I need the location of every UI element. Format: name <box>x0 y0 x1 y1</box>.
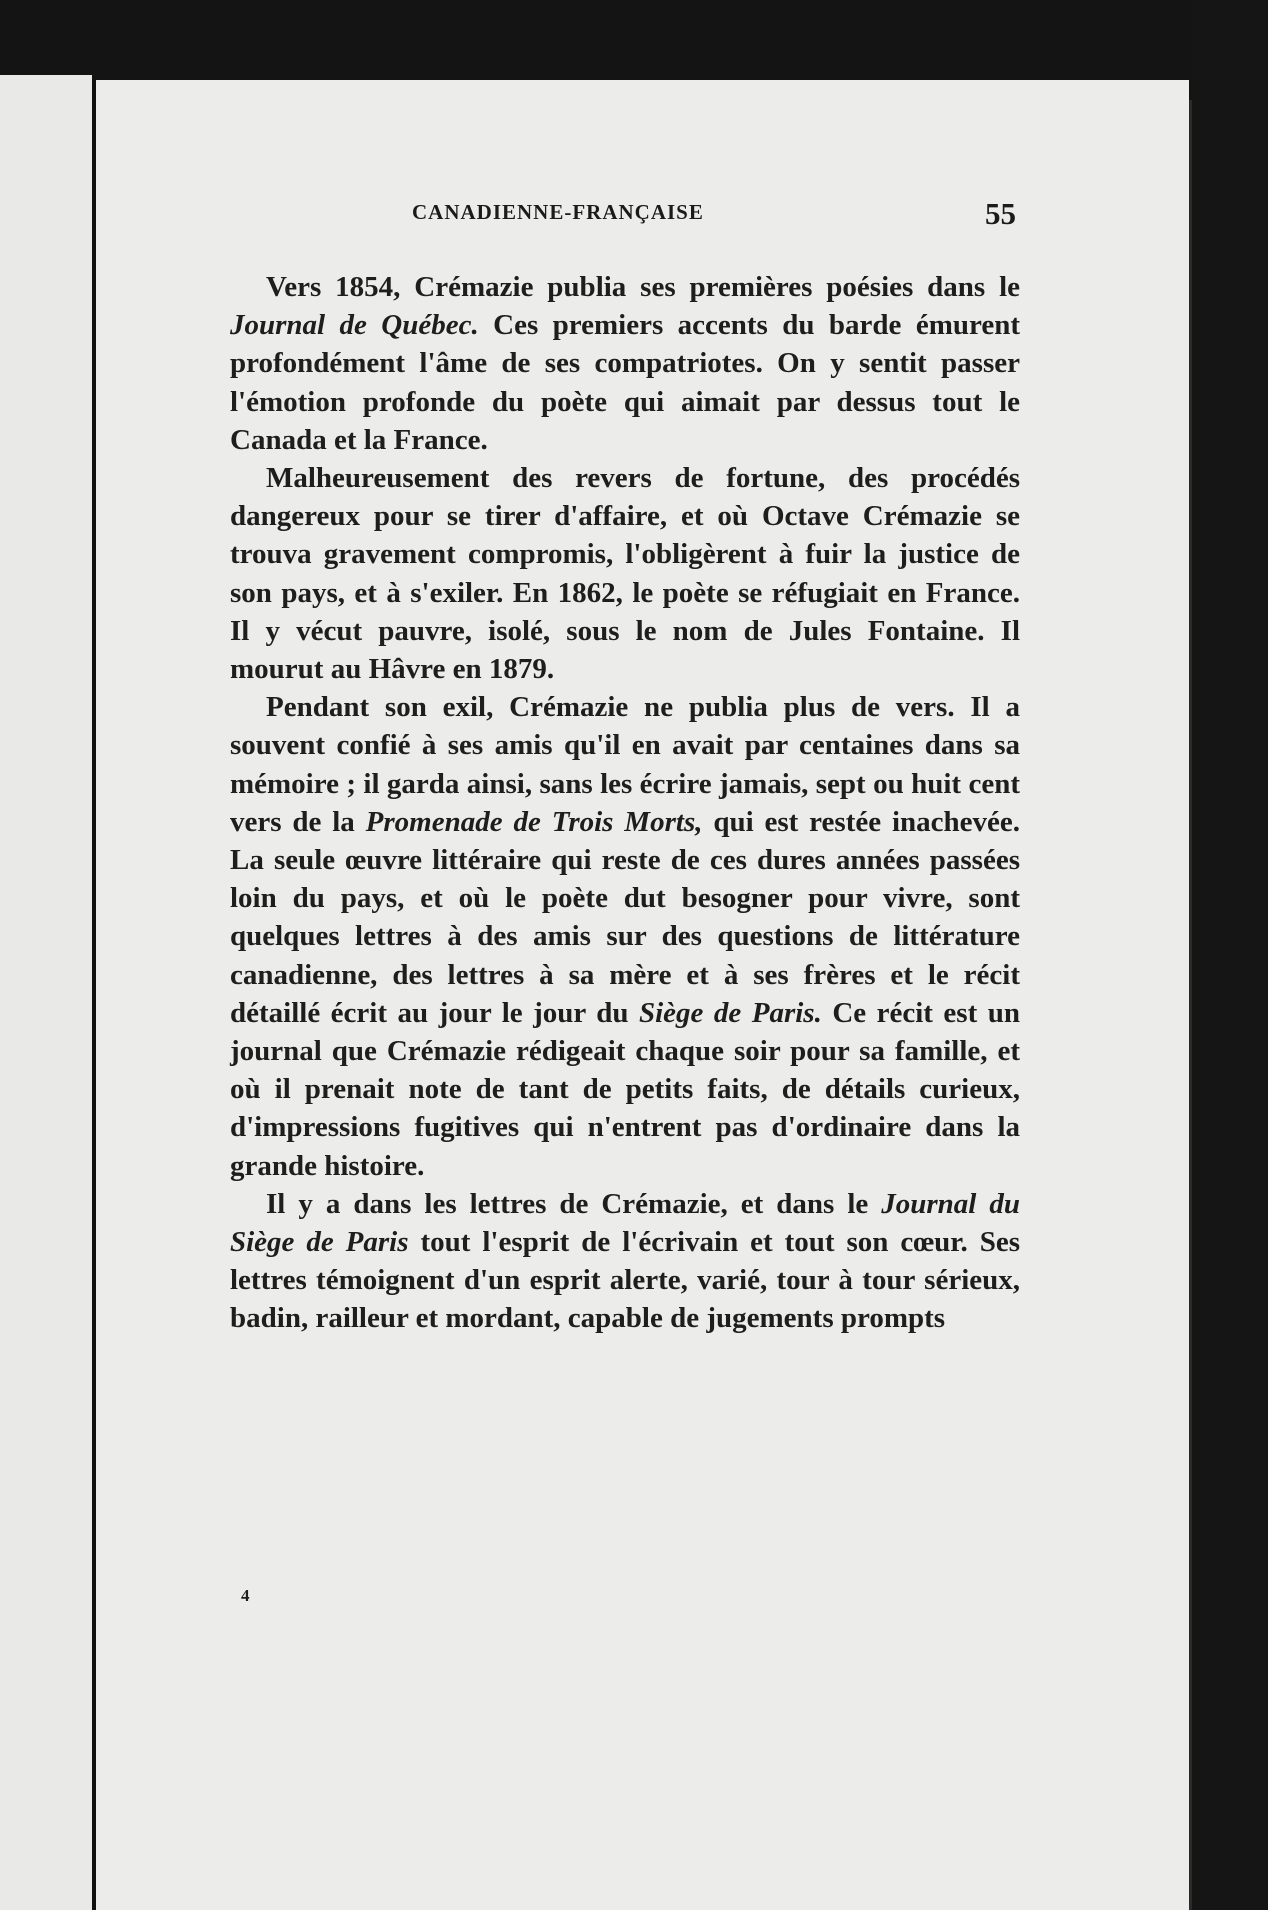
paragraph <box>230 459 1020 688</box>
text-run: qui est restée inachevée. La seule œuvre littéraire qui reste de ces dures années passées loin du pays, et où le poète dut besogner pour vivre, sont quelques lettres à des amis sur des questions de littérature canadienne, des lettres à sa mère et à ses frères et le récit détaillé écrit au jour le jour du <box>230 805 1020 1029</box>
page-number: 55 <box>985 196 1016 231</box>
italic-title: Promenade de Trois Morts, <box>365 805 703 838</box>
facing-page-edge <box>0 75 92 1910</box>
paragraph <box>230 1185 1020 1338</box>
running-head: CANADIENNE-FRANÇAISE <box>412 200 704 224</box>
italic-title: Journal du Siège de Paris <box>230 1187 1020 1259</box>
italic-title: Journal de Québec. <box>230 309 479 342</box>
italic-title: Siège de Paris. <box>638 996 822 1029</box>
text-run: Ce récit est un journal que Crémazie rédigeait chaque soir pour sa famille, et où il prenait note de tant de petits faits, de détails curieux, d'impressions fugitives qui n'entrent pas d'ordinaire dans la grande histoire. <box>230 996 1020 1182</box>
text-run: Vers 1854, Crémazie publia ses premières poésies dans le <box>266 271 1020 303</box>
text-run: tout l'esprit de l'écrivain et tout son cœur. Ses lettres témoignent d'un esprit alerte, varié, tour à tour sérieux, badin, railleur et mordant, capable de jugements prompts <box>230 1226 1020 1335</box>
scan-background-right <box>1192 0 1268 1910</box>
text-run: Malheureusement des revers de fortune, des procédés dangereux pour se tirer d'affaire, et où Octave Crémazie se trouva gravement compromis, l'obligèrent à fuir la justice de son pays, et à s'exiler. En 1862, le poète se réfugiait en France. Il y vécut pauvre, isolé, sous le nom de Jules Fontaine. Il mourut au Hâvre en 1879. <box>230 462 1020 686</box>
text-run: Il y a dans les lettres de Crémazie, et dans le <box>266 1187 882 1220</box>
body-text <box>230 268 1020 1338</box>
paragraph <box>230 688 1020 1185</box>
text-run: Pendant son exil, Crémazie ne publia plus de vers. Il a souvent confié à ses amis qu'il en avait par centaines dans sa mémoire ; il garda ainsi, sans les écrire jamais, sept ou huit cent vers de la <box>230 691 1020 838</box>
text-run: Ces premiers accents du barde émurent profondément l'âme de ses compatriotes. On y sentit passer l'émotion profonde du poète qui aimait par dessus tout le Canada et la France. <box>230 309 1020 456</box>
signature-mark: 4 <box>241 1586 250 1605</box>
paragraph <box>230 268 1020 459</box>
